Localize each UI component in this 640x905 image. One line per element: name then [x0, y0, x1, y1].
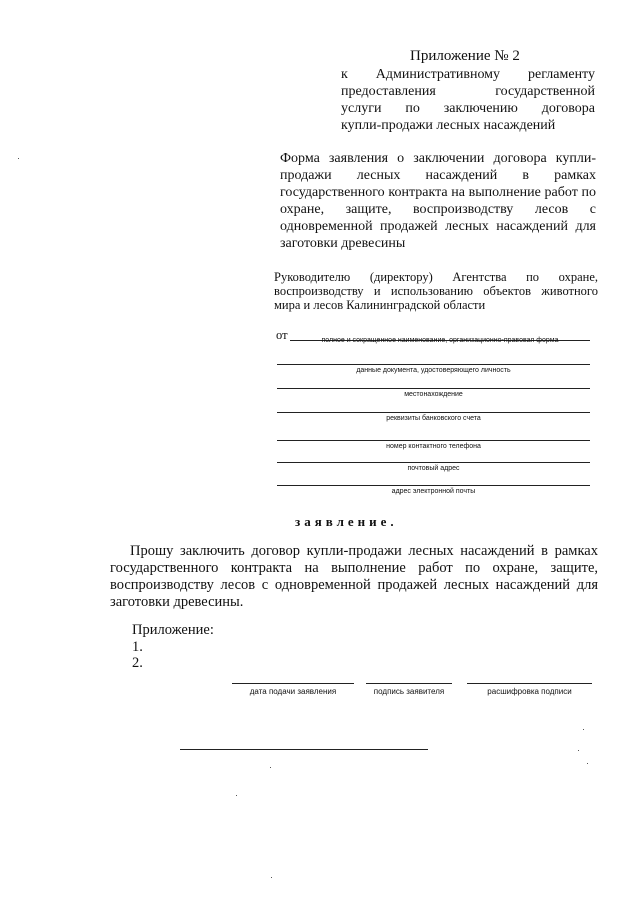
- field-caption: полное и сокращенное наименование, организационно-правовая форма: [321, 337, 559, 344]
- signature-caption: подпись заявителя: [373, 687, 445, 696]
- appendix-title: Приложение № 2: [410, 48, 520, 64]
- attachment-item: 2.: [132, 655, 143, 671]
- attachment-item: 1.: [132, 639, 143, 655]
- scan-speck: [18, 158, 19, 159]
- email-field: [277, 485, 590, 495]
- field-caption: данные документа, удостоверяющего личность: [356, 367, 511, 374]
- field-line: [277, 462, 590, 463]
- field-line: [277, 412, 590, 413]
- signature-line: [366, 683, 452, 684]
- attachments-label: Приложение:: [132, 622, 214, 638]
- scan-speck: [578, 750, 579, 751]
- location-field: [277, 388, 590, 398]
- scan-speck: [271, 877, 272, 878]
- field-line: [277, 364, 590, 365]
- signature-line: [467, 683, 592, 684]
- applicant-name-field: [290, 337, 590, 344]
- field-caption: адрес электронной почты: [391, 488, 476, 495]
- appendix-ref-line: услуги по заключению договора: [341, 101, 595, 116]
- form-title: Форма заявления о заключении договора купли-продажи лесных насаждений в рамках государственного контракта на выполнение работ по охране, защите, воспроизводству лесов с одновременной продажей лесных насаждений для заготовки древесины: [280, 151, 596, 251]
- date-signature-block: [232, 683, 354, 696]
- appendix-ref-line: предоставления государственной: [341, 84, 595, 99]
- field-caption: почтовый адрес: [407, 465, 460, 472]
- field-caption: номер контактного телефона: [386, 443, 481, 450]
- statement-body: Прошу заключить договор купли-продажи лесных насаждений в рамках государственного контракта на выполнение работ по охране, защите, воспроизводству лесов с одновременной продажей лесных насаждений для заготовки древесины.: [110, 543, 598, 610]
- scan-speck: [270, 767, 271, 768]
- phone-field: [277, 440, 590, 450]
- field-caption: реквизиты банковского счета: [386, 415, 481, 422]
- field-caption: местонахождение: [404, 391, 463, 398]
- appendix-ref-line: купли-продажи лесных насаждений: [341, 118, 556, 133]
- addressee: Руководителю (директору) Агентства по охране, воспроизводству и использованию объектов животного мира и лесов Калининградской области: [274, 270, 598, 312]
- signature-line: [232, 683, 354, 684]
- applicant-signature-block: [366, 683, 452, 696]
- field-line: [277, 440, 590, 441]
- identity-document-field: [277, 364, 590, 374]
- field-line: [277, 388, 590, 389]
- scan-speck: [583, 729, 584, 730]
- signature-caption: дата подачи заявления: [249, 687, 337, 696]
- postal-address-field: [277, 462, 590, 472]
- bank-details-field: [277, 412, 590, 422]
- scan-speck: [587, 763, 588, 764]
- scan-speck: [236, 795, 237, 796]
- field-line: [277, 485, 590, 486]
- appendix-reference: [341, 66, 595, 134]
- appendix-ref-line: к Административному регламенту: [341, 67, 595, 82]
- signature-decoding-block: [467, 683, 592, 696]
- from-label: от: [276, 328, 288, 342]
- statement-heading: заявление.: [295, 514, 398, 529]
- bottom-rule: [180, 749, 428, 750]
- signature-caption: расшифровка подписи: [487, 687, 572, 696]
